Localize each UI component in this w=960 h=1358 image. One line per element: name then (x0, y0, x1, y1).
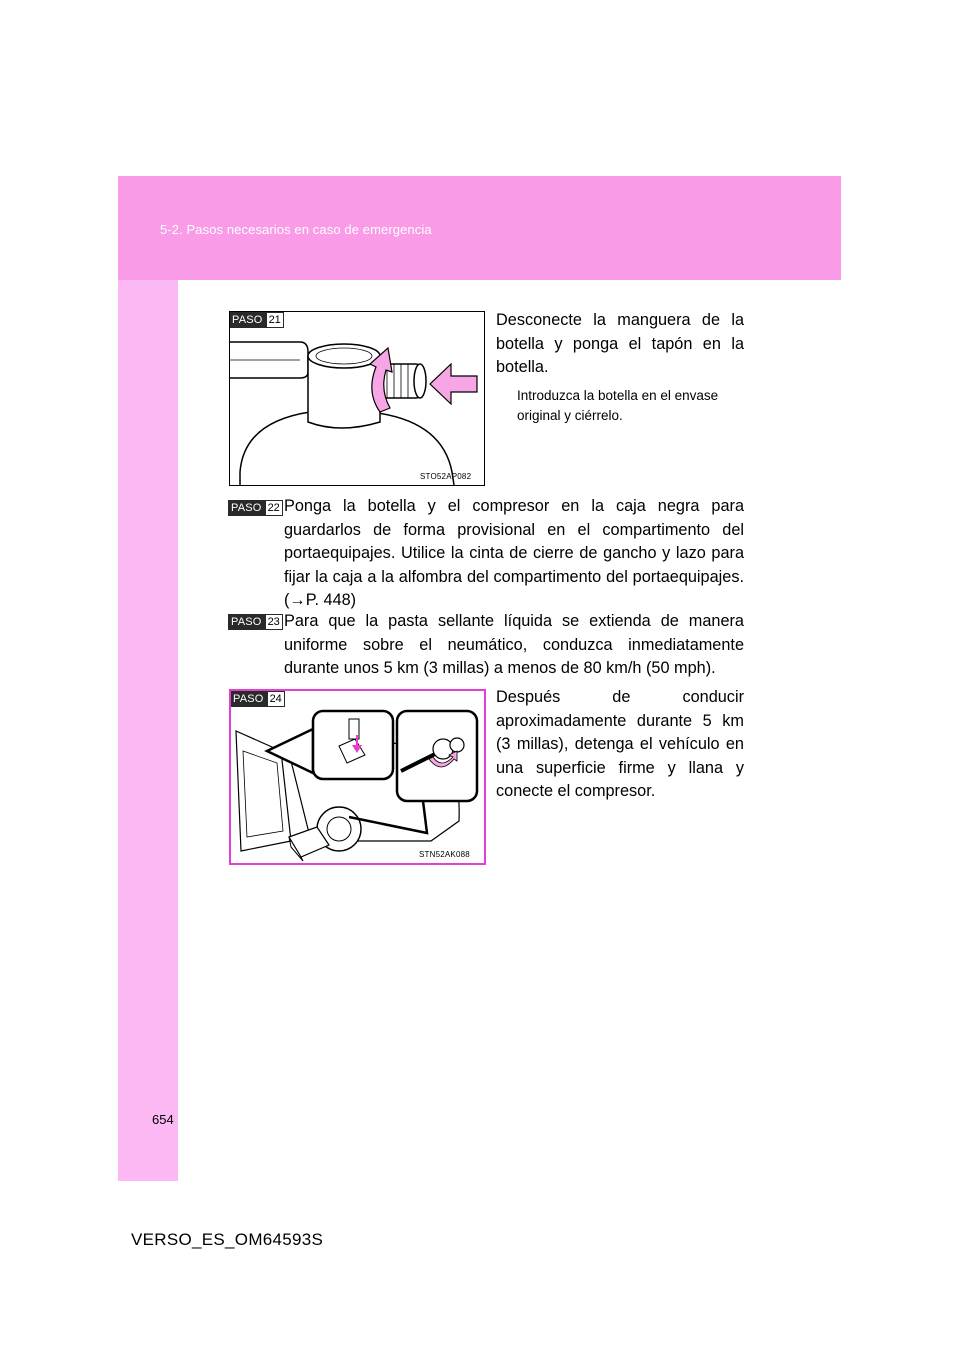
figure-code: STO52AP082 (420, 472, 472, 481)
footer-code: VERSO_ES_OM64593S (131, 1230, 324, 1249)
step-21-note: Introduzca la botella en el envase original y ciérrelo. (517, 388, 719, 423)
step-badge-23: PASO 23 (228, 614, 283, 630)
figure-step-21 (229, 311, 485, 486)
figure-step-24 (229, 689, 486, 865)
step-24-text: Después de conducir aproximadamente durante 5 km (3 millas), detenga el vehículo en una superficie firme y llana y conecte el compresor. (496, 688, 744, 800)
push-arrow-icon (430, 364, 477, 404)
step-22-text: Ponga la botella y el compresor en la caja negra para guardarlos de forma provisional en el compartimento del portaequipajes. Utilice la cinta de cierre de gancho y lazo para fijar la caja a la alfombra del compartimento del portaequipajes. (→P. 448) (284, 497, 744, 609)
step-badge-24: PASO 24 (230, 691, 285, 707)
page-number: 654 (152, 1112, 174, 1127)
step-21-text: Desconecte la manguera de la botella y ponga el tapón en la botella. (496, 311, 744, 376)
figure-code: STN52AK088 (419, 850, 470, 859)
side-band (118, 176, 178, 1181)
bottle-cap-illustration (230, 312, 484, 485)
car-compressor-illustration (231, 691, 484, 863)
step-badge-22: PASO 22 (228, 500, 283, 516)
step-23-text: Para que la pasta sellante líquida se extienda de manera uniforme sobre el neumático, conduzca inmediatamente durante unos 5 km (3 millas) a menos de 80 km/h (50 mph). (284, 612, 744, 677)
section-header: 5-2. Pasos necesarios en caso de emergencia (160, 222, 432, 237)
step-badge-21: PASO 21 (229, 312, 284, 328)
